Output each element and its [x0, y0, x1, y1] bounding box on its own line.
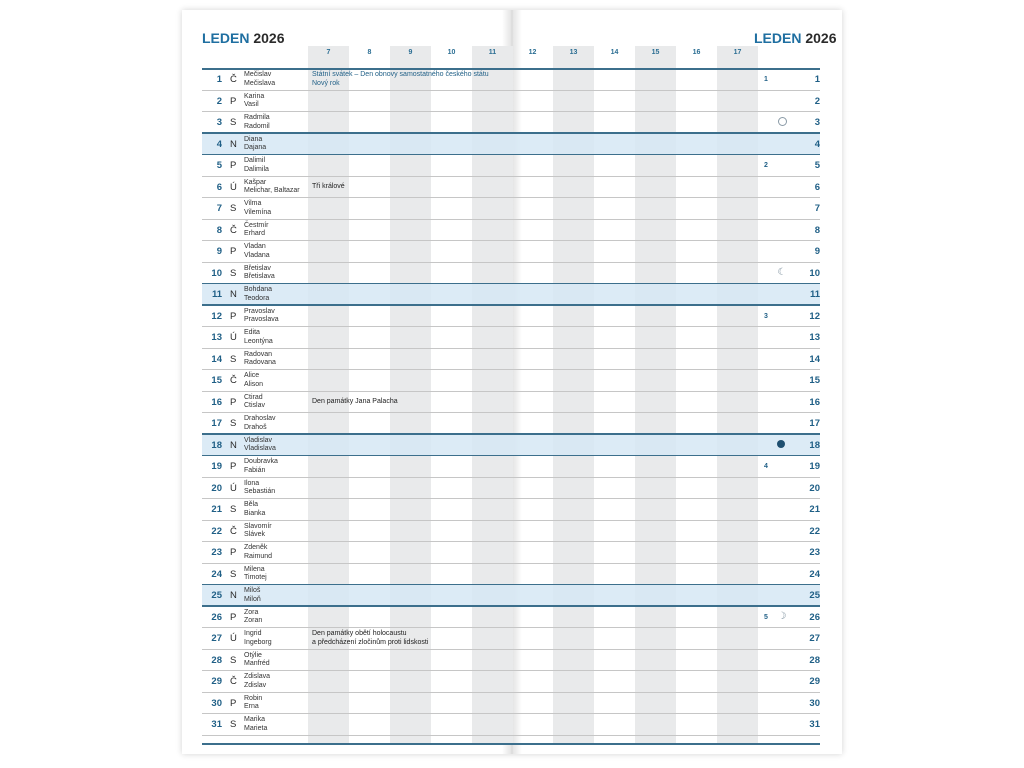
holiday-line-1: Den památky obětí holocaustu: [312, 630, 407, 637]
name-days: [244, 286, 272, 303]
name-day-1: Otýlie: [244, 651, 262, 659]
holiday-note: [312, 71, 489, 88]
day-number: 24: [211, 568, 222, 580]
weekday-letter: Ú: [230, 181, 237, 193]
name-day-1: Ingrid: [244, 630, 262, 637]
weekday-letter: P: [230, 396, 237, 408]
name-day-1: Vladan: [244, 243, 266, 250]
name-days: [244, 673, 270, 690]
day-number: 14: [211, 353, 222, 365]
name-day-2: Teodora: [244, 294, 270, 302]
weekday-letter: Ú: [230, 482, 237, 494]
day-number-right: 30: [809, 697, 820, 709]
name-day-1: Miloš: [244, 587, 261, 594]
name-day-2: Timotej: [244, 574, 267, 581]
day-row[interactable]: [202, 693, 820, 715]
day-number-right: 14: [809, 353, 820, 365]
name-days: [244, 544, 272, 561]
name-day-2: Fabián: [244, 466, 266, 474]
day-number: 31: [211, 719, 222, 730]
hour-label: 13: [569, 49, 578, 56]
day-number: 17: [211, 418, 222, 429]
month-name: LEDEN: [202, 30, 250, 46]
weekday-letter: P: [230, 461, 237, 472]
name-day-2: Melichar, Baltazar: [244, 187, 300, 194]
name-days: [244, 437, 276, 454]
name-day-2: Marieta: [244, 724, 268, 732]
month-title-left: [202, 30, 285, 46]
day-row[interactable]: [202, 499, 820, 521]
day-number: 7: [216, 203, 222, 214]
weekday-letter: Č: [230, 676, 237, 687]
weekday-letter: N: [230, 289, 237, 300]
day-row[interactable]: [202, 241, 820, 263]
weekday-letter: N: [230, 590, 237, 601]
day-number-right: 11: [809, 289, 820, 300]
name-day-2: Drahoš: [244, 423, 267, 431]
name-day-1: Slavomír: [244, 522, 272, 530]
name-day-2: Radovana: [244, 359, 276, 366]
first-quarter-moon-icon: ☽: [777, 610, 787, 622]
holiday-note: [312, 183, 345, 192]
day-row[interactable]: [202, 392, 820, 414]
name-days: [244, 566, 267, 583]
name-day-2: Bianka: [244, 509, 266, 517]
name-day-1: Doubravka: [244, 458, 278, 465]
name-day-2: Vladana: [244, 251, 270, 259]
name-day-2: Leontýna: [244, 337, 273, 345]
name-day-1: Běla: [244, 501, 259, 508]
name-days: [244, 71, 275, 88]
day-number-right: 13: [809, 332, 820, 343]
name-day-2: Dalimila: [244, 165, 269, 173]
name-days: [244, 609, 262, 626]
name-day-1: Karina: [244, 92, 265, 100]
day-row[interactable]: [202, 69, 820, 91]
holiday-line-1: Státní svátek – Den obnovy samostatného českého státu: [312, 71, 489, 78]
name-day-2: Vilemína: [244, 208, 272, 216]
day-number: 2: [216, 95, 222, 107]
name-day-2: Alison: [244, 380, 264, 388]
hour-label: 12: [528, 49, 537, 56]
weekday-letter: S: [230, 117, 237, 128]
day-row[interactable]: [202, 284, 820, 306]
day-row[interactable]: [202, 155, 820, 177]
day-number-right: 5: [814, 160, 820, 171]
name-day-1: Edita: [244, 329, 260, 336]
name-days: [244, 652, 270, 669]
day-number-right: 23: [809, 547, 820, 558]
day-row[interactable]: [202, 585, 820, 607]
day-number: 26: [211, 611, 222, 623]
day-number: 6: [216, 181, 222, 193]
day-number-right: 17: [809, 418, 820, 429]
day-number: 9: [216, 246, 222, 257]
name-days: [244, 523, 272, 540]
weekday-letter: S: [230, 504, 237, 515]
day-row[interactable]: [202, 607, 820, 629]
planner-spread: [182, 10, 842, 754]
name-day-2: Břetislava: [244, 273, 275, 280]
name-days: [244, 93, 264, 110]
name-day-2: Mečislava: [244, 79, 276, 87]
weekday-letter: P: [230, 95, 237, 107]
name-day-2: Vasil: [244, 101, 259, 108]
hour-label: 7: [326, 49, 331, 56]
day-row[interactable]: [202, 650, 820, 672]
day-number: 8: [216, 224, 222, 236]
day-number-right: 18: [809, 439, 820, 451]
name-day-2: Radomil: [244, 122, 270, 130]
day-row[interactable]: [202, 628, 820, 650]
day-row[interactable]: [202, 714, 820, 736]
row-divider: [202, 735, 820, 736]
day-number-right: 24: [809, 568, 820, 580]
week-number: 5: [764, 613, 768, 621]
hour-label: 11: [488, 49, 497, 56]
name-day-1: Diana: [244, 135, 263, 143]
day-number-right: 29: [809, 676, 820, 687]
name-day-1: Ctirad: [244, 393, 263, 401]
day-number: 28: [211, 654, 222, 666]
weekday-letter: N: [230, 138, 237, 150]
weekday-letter: S: [230, 418, 237, 429]
new-moon-icon: [777, 440, 785, 448]
day-number: 4: [216, 138, 222, 150]
day-number: 27: [211, 633, 222, 644]
header-rule: [202, 68, 820, 70]
day-number: 22: [211, 525, 222, 537]
weekday-letter: Č: [230, 525, 237, 537]
day-row[interactable]: [202, 542, 820, 564]
day-number-right: 26: [809, 611, 820, 623]
name-day-1: Radmila: [244, 114, 270, 121]
hour-label: 17: [733, 49, 742, 56]
day-number-right: 27: [809, 633, 820, 644]
week-number: 3: [764, 312, 768, 320]
day-number-right: 19: [809, 461, 820, 472]
day-number: 16: [211, 396, 222, 408]
holiday-line-1: Den památky Jana Palacha: [312, 397, 398, 405]
month-name: LEDEN: [754, 30, 802, 46]
name-day-1: Marika: [244, 716, 266, 723]
name-days: [244, 716, 267, 733]
day-number-right: 12: [809, 310, 820, 322]
weekday-letter: P: [230, 611, 237, 623]
holiday-line-1: Tři králové: [312, 182, 345, 190]
name-day-2: Slávek: [244, 531, 266, 538]
name-days: [244, 136, 266, 153]
name-day-2: Miloň: [244, 595, 261, 603]
day-number-right: 2: [814, 95, 820, 107]
name-days: [244, 630, 272, 647]
name-day-1: Čestmír: [244, 221, 269, 229]
name-day-1: Alice: [244, 372, 260, 379]
day-row[interactable]: [202, 91, 820, 113]
name-day-2: Erna: [244, 703, 259, 710]
name-day-1: Ilona: [244, 479, 260, 487]
name-day-2: Ingeborg: [244, 638, 272, 646]
weekday-letter: S: [230, 267, 237, 279]
name-day-1: Zdeněk: [244, 544, 268, 551]
weekday-letter: P: [230, 310, 237, 322]
week-number: 4: [764, 463, 768, 470]
day-number-right: 1: [814, 74, 820, 85]
name-day-2: Zdislav: [244, 681, 267, 689]
year: 2026: [253, 30, 285, 46]
day-row[interactable]: [202, 413, 820, 435]
name-days: [244, 222, 269, 239]
hour-label: 15: [651, 49, 660, 56]
day-number-right: 9: [814, 246, 820, 257]
name-day-1: Drahoslav: [244, 415, 276, 422]
weekday-letter: Ú: [230, 633, 237, 644]
weekday-letter: S: [230, 654, 237, 666]
day-number: 11: [211, 289, 222, 300]
year: 2026: [805, 30, 837, 46]
weekday-letter: S: [230, 568, 237, 580]
name-day-2: Erhard: [244, 230, 266, 237]
day-row[interactable]: [202, 263, 820, 285]
week-number: 2: [764, 162, 768, 169]
day-row[interactable]: [202, 306, 820, 328]
hour-label: 9: [408, 49, 413, 56]
weekday-letter: S: [230, 719, 237, 730]
day-number-right: 25: [809, 590, 820, 601]
weekday-letter: S: [230, 203, 237, 214]
weekday-letter: Č: [230, 375, 237, 386]
hour-label: 14: [610, 49, 619, 56]
day-number-right: 22: [809, 525, 820, 537]
day-number: 29: [211, 676, 222, 687]
weekday-letter: N: [230, 439, 237, 451]
name-days: [244, 308, 279, 325]
day-row[interactable]: [202, 478, 820, 500]
name-days: [244, 243, 270, 260]
day-row[interactable]: [202, 370, 820, 392]
name-days: [244, 501, 265, 518]
day-number-right: 4: [814, 138, 820, 150]
day-number-right: 6: [814, 181, 820, 193]
name-day-1: Milena: [244, 565, 265, 573]
day-number: 1: [216, 74, 222, 85]
day-number: 18: [211, 439, 222, 451]
day-row[interactable]: [202, 198, 820, 220]
name-days: [244, 480, 275, 497]
day-number-right: 20: [809, 482, 820, 494]
holiday-line-2: Nový rok: [312, 79, 340, 87]
name-day-2: Vladislava: [244, 445, 276, 452]
name-day-1: Kašpar: [244, 178, 267, 186]
day-number-right: 8: [814, 224, 820, 236]
name-day-1: Radovan: [244, 350, 273, 358]
day-number: 25: [211, 590, 222, 601]
day-number: 10: [211, 267, 222, 279]
day-row[interactable]: [202, 564, 820, 586]
hour-label: 10: [447, 49, 456, 56]
day-row[interactable]: [202, 456, 820, 478]
day-number-right: 31: [809, 719, 820, 730]
hour-label: 8: [367, 49, 372, 56]
weekday-letter: P: [230, 697, 237, 709]
day-number-right: 21: [809, 504, 820, 515]
name-day-1: Vladislav: [244, 436, 273, 444]
name-day-1: Dalimil: [244, 157, 265, 164]
name-days: [244, 179, 300, 196]
name-days: [244, 200, 271, 217]
hour-label: 16: [692, 49, 701, 56]
name-days: [244, 265, 275, 282]
last-quarter-moon-icon: ☾: [777, 266, 787, 278]
weekday-letter: Č: [230, 74, 237, 85]
holiday-line-2: a předcházení zločinům proti lidskosti: [312, 638, 429, 646]
day-row[interactable]: [202, 671, 820, 693]
day-row[interactable]: [202, 112, 820, 134]
day-number: 3: [216, 117, 222, 128]
weekday-letter: Č: [230, 224, 237, 236]
day-number-right: 28: [809, 654, 820, 666]
day-number-right: 3: [814, 117, 820, 128]
name-days: [244, 157, 269, 174]
name-day-1: Mečislav: [244, 71, 272, 78]
day-row[interactable]: [202, 327, 820, 349]
week-number: 1: [764, 76, 768, 83]
name-days: [244, 329, 273, 346]
name-day-1: Vilma: [244, 200, 262, 207]
day-row[interactable]: [202, 521, 820, 543]
name-day-2: Manfréd: [244, 660, 270, 667]
name-day-2: Dajana: [244, 144, 267, 151]
day-number: 13: [211, 332, 222, 343]
day-row[interactable]: [202, 349, 820, 371]
name-days: [244, 695, 262, 712]
name-day-1: Pravoslav: [244, 307, 275, 315]
name-day-1: Zora: [244, 608, 259, 616]
name-day-2: Raimund: [244, 552, 273, 560]
day-number-right: 16: [809, 396, 820, 408]
name-day-1: Zdislava: [244, 673, 271, 680]
day-number: 30: [211, 697, 222, 709]
name-day-1: Bohdana: [244, 286, 273, 293]
day-row[interactable]: [202, 134, 820, 156]
full-moon-icon: [778, 117, 787, 126]
name-days: [244, 351, 276, 368]
month-title-right: [754, 30, 837, 46]
day-number: 23: [211, 547, 222, 558]
day-number: 15: [211, 375, 222, 386]
weekday-letter: S: [230, 353, 237, 365]
name-day-2: Pravoslava: [244, 316, 279, 323]
name-days: [244, 372, 263, 389]
day-number: 20: [211, 482, 222, 494]
name-days: [244, 114, 270, 131]
day-number: 5: [216, 160, 222, 171]
name-days: [244, 458, 278, 475]
weekday-letter: P: [230, 160, 237, 171]
day-row[interactable]: [202, 177, 820, 199]
holiday-note: [312, 630, 428, 647]
name-day-2: Zoran: [244, 617, 263, 624]
name-day-2: Sebastián: [244, 488, 276, 495]
day-number: 21: [211, 504, 222, 515]
name-days: [244, 587, 261, 604]
name-day-1: Robin: [244, 694, 263, 702]
day-number: 12: [211, 310, 222, 322]
weekday-letter: Ú: [230, 332, 237, 343]
weekday-letter: P: [230, 246, 237, 257]
day-number-right: 10: [809, 267, 820, 279]
day-row[interactable]: [202, 435, 820, 457]
weekday-letter: P: [230, 547, 237, 558]
name-day-1: Břetislav: [244, 264, 271, 272]
name-days: [244, 394, 265, 411]
day-number: 19: [211, 461, 222, 472]
day-row[interactable]: [202, 220, 820, 242]
name-day-2: Ctislav: [244, 402, 266, 409]
holiday-note: [312, 398, 398, 407]
footer-rule: [202, 743, 820, 745]
day-number-right: 7: [814, 203, 820, 214]
day-number-right: 15: [809, 375, 820, 386]
name-days: [244, 415, 276, 432]
